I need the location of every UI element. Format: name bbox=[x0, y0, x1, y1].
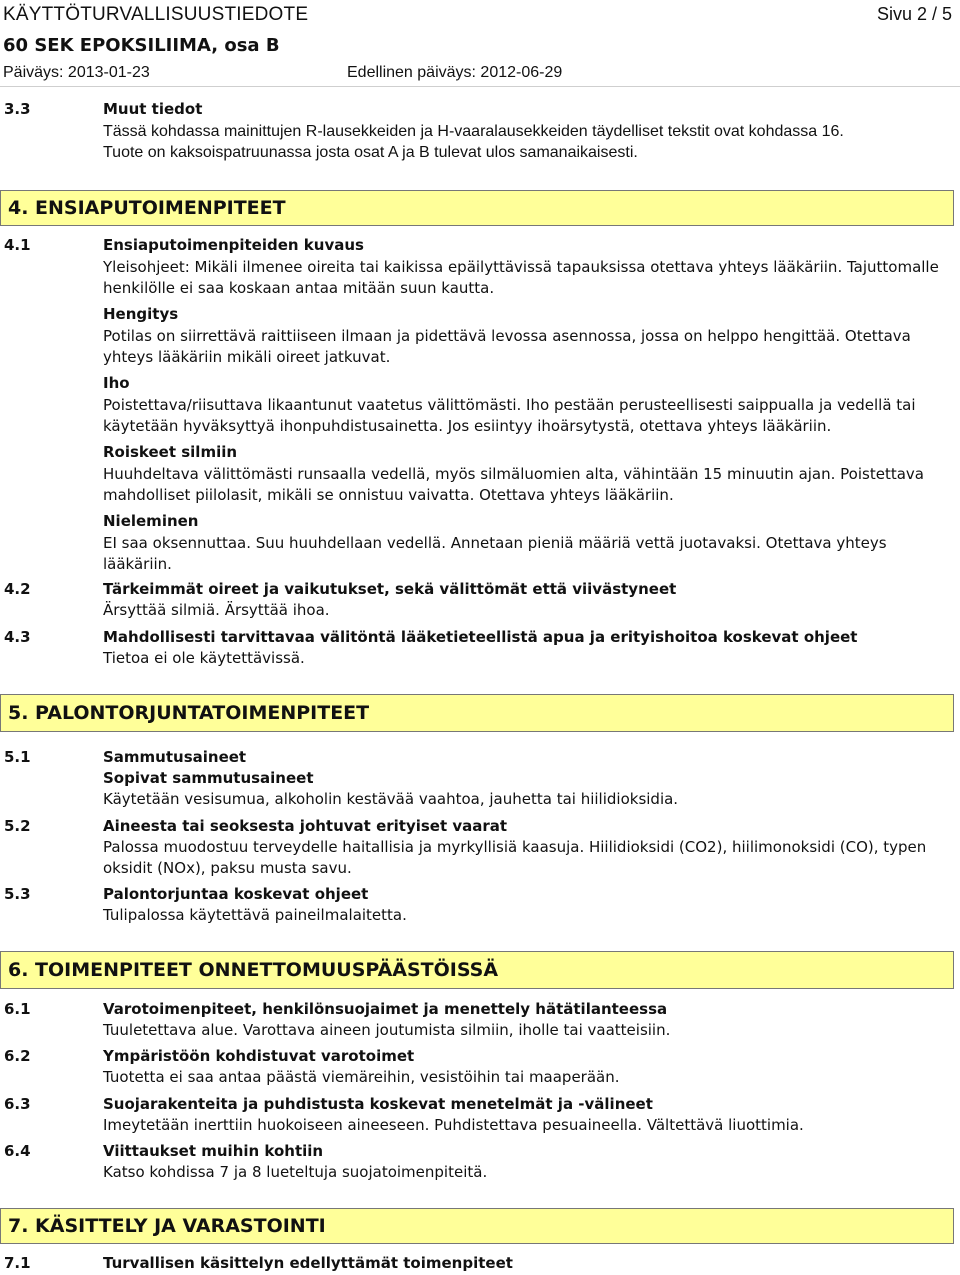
skin-text: Poistettava/riisuttava likaantunut vaatetus välittömästi. Iho pestään perusteellisesti saippualla ja vedellä tai bbox=[103, 396, 916, 414]
general-advice-text: henkilölle ei saa koskaan antaa mitään suun kautta. bbox=[103, 279, 495, 297]
product-name: 60 SEK EPOKSILIIMA, osa B bbox=[3, 35, 280, 56]
section-3-3-text: Tuote on kaksoispatruunassa josta osat A ja B tulevat ulos samanaikaisesti. bbox=[103, 144, 638, 161]
section-number: 5.1 bbox=[4, 748, 31, 766]
section-number: 3.3 bbox=[4, 100, 31, 118]
ingestion-text: EI saa oksennuttaa. Suu huuhdellaan vedellä. Annetaan pieniä määriä vettä juotavaksi. Otettava yhteys bbox=[103, 534, 887, 552]
section-number: 7.1 bbox=[4, 1254, 31, 1272]
inhalation-text: Potilas on siirrettävä raittiiseen ilmaan ja pidettävä levossa asennossa, jossa on helppo hengittää. Otettava bbox=[103, 327, 911, 345]
section-6-3-text: Imeytetään inerttiin huokoiseen aineeseen. Puhdistettava pesuaineella. Vältettävä liuottimia. bbox=[103, 1116, 804, 1134]
section-4-heading: 4. ENSIAPUTOIMENPITEET bbox=[0, 190, 954, 226]
section-7-heading: 7. KÄSITTELY JA VARASTOINTI bbox=[0, 1208, 954, 1244]
section-4-2-text: Ärsyttää silmiä. Ärsyttää ihoa. bbox=[103, 601, 330, 619]
section-6-1-text: Tuuletettava alue. Varottava aineen joutumista silmiin, iholle tai vaatteisiin. bbox=[103, 1021, 671, 1039]
header-divider bbox=[0, 86, 960, 87]
ingestion-text: lääkäriin. bbox=[103, 555, 172, 573]
section-6-heading: 6. TOIMENPITEET ONNETTOMUUSPÄÄSTÖISSÄ bbox=[0, 951, 954, 989]
document-title: KÄYTTÖTURVALLISUUSTIEDOTE bbox=[3, 4, 309, 25]
skin-title: Iho bbox=[103, 374, 130, 392]
general-advice-text: Yleisohjeet: Mikäli ilmenee oireita tai kaikissa epäilyttävissä tapauksissa otettava yhteys lääkäriin. Tajuttomalle bbox=[103, 258, 939, 276]
section-5-2-title: Aineesta tai seoksesta johtuvat erityiset vaarat bbox=[103, 817, 508, 835]
section-4-2-title: Tärkeimmät oireet ja vaikutukset, sekä välittömät että viivästyneet bbox=[103, 580, 677, 598]
section-number: 4.2 bbox=[4, 580, 31, 598]
section-6-2-title: Ympäristöön kohdistuvat varotoimet bbox=[103, 1047, 415, 1065]
section-6-4-text: Katso kohdissa 7 ja 8 lueteltuja suojatoimenpiteitä. bbox=[103, 1163, 488, 1181]
section-number: 5.3 bbox=[4, 885, 31, 903]
ingestion-title: Nieleminen bbox=[103, 512, 199, 530]
section-7-1-title: Turvallisen käsittelyn edellyttämät toimenpiteet bbox=[103, 1254, 513, 1272]
eyes-title: Roiskeet silmiin bbox=[103, 443, 238, 461]
section-number: 4.1 bbox=[4, 236, 31, 254]
section-number: 5.2 bbox=[4, 817, 31, 835]
issue-date: Päiväys: 2013-01-23 bbox=[3, 64, 150, 81]
section-6-4-title: Viittaukset muihin kohtiin bbox=[103, 1142, 324, 1160]
section-6-2-text: Tuotetta ei saa antaa päästä viemäreihin, vesistöihin tai maaperään. bbox=[103, 1068, 620, 1086]
section-number: 6.4 bbox=[4, 1142, 31, 1160]
section-5-heading: 5. PALONTORJUNTATOIMENPITEET bbox=[0, 694, 954, 732]
section-4-1-title: Ensiaputoimenpiteiden kuvaus bbox=[103, 236, 364, 254]
section-5-3-title: Palontorjuntaa koskevat ohjeet bbox=[103, 885, 369, 903]
section-number: 6.3 bbox=[4, 1095, 31, 1113]
eyes-text: Huuhdeltava välittömästi runsaalla vedellä, myös silmäluomien alta, vähintään 15 minuutin ajan. Poistettava bbox=[103, 465, 924, 483]
section-4-3-title: Mahdollisesti tarvittavaa välitöntä lääketieteellistä apua ja erityishoitoa koskevat ohjeet bbox=[103, 628, 858, 646]
section-6-3-title: Suojarakenteita ja puhdistusta koskevat menetelmät ja -välineet bbox=[103, 1095, 653, 1113]
inhalation-title: Hengitys bbox=[103, 305, 179, 323]
section-3-3-title: Muut tiedot bbox=[103, 100, 203, 118]
inhalation-text: yhteys lääkäriin mikäli oireet jatkuvat. bbox=[103, 348, 391, 366]
section-number: 4.3 bbox=[4, 628, 31, 646]
section-5-1-subtitle: Sopivat sammutusaineet bbox=[103, 769, 314, 787]
section-4-3-text: Tietoa ei ole käytettävissä. bbox=[103, 649, 305, 667]
section-5-1-title: Sammutusaineet bbox=[103, 748, 247, 766]
section-5-2-text: oksidit (NOx), paksu musta savu. bbox=[103, 859, 352, 877]
section-number: 6.2 bbox=[4, 1047, 31, 1065]
skin-text: käytetään hyväksyttyä ihonpuhdistusainetta. Jos esiintyy ihoärsytystä, otettava yhteys lääkäriin. bbox=[103, 417, 832, 435]
eyes-text: mahdolliset piilolasit, mikäli se onnistuu vaivatta. Otettava yhteys lääkäriin. bbox=[103, 486, 674, 504]
section-6-1-title: Varotoimenpiteet, henkilönsuojaimet ja menettely hätätilanteessa bbox=[103, 1000, 668, 1018]
section-3-3-text: Tässä kohdassa mainittujen R-lausekkeiden ja H-vaaralausekkeiden täydelliset tekstit ovat kohdassa 16. bbox=[103, 123, 844, 140]
page-number: Sivu 2 / 5 bbox=[876, 4, 952, 24]
section-5-1-text: Käytetään vesisumua, alkoholin kestävää vaahtoa, jauhetta tai hiilidioksidia. bbox=[103, 790, 679, 808]
previous-date: Edellinen päiväys: 2012-06-29 bbox=[347, 64, 563, 81]
section-5-3-text: Tulipalossa käytettävä paineilmalaitetta. bbox=[103, 906, 407, 924]
section-5-2-text: Palossa muodostuu terveydelle haitallisia ja myrkyllisiä kaasuja. Hiilidioksidi (CO2), hiilimonoksidi (CO), typen bbox=[103, 838, 927, 856]
section-number: 6.1 bbox=[4, 1000, 31, 1018]
